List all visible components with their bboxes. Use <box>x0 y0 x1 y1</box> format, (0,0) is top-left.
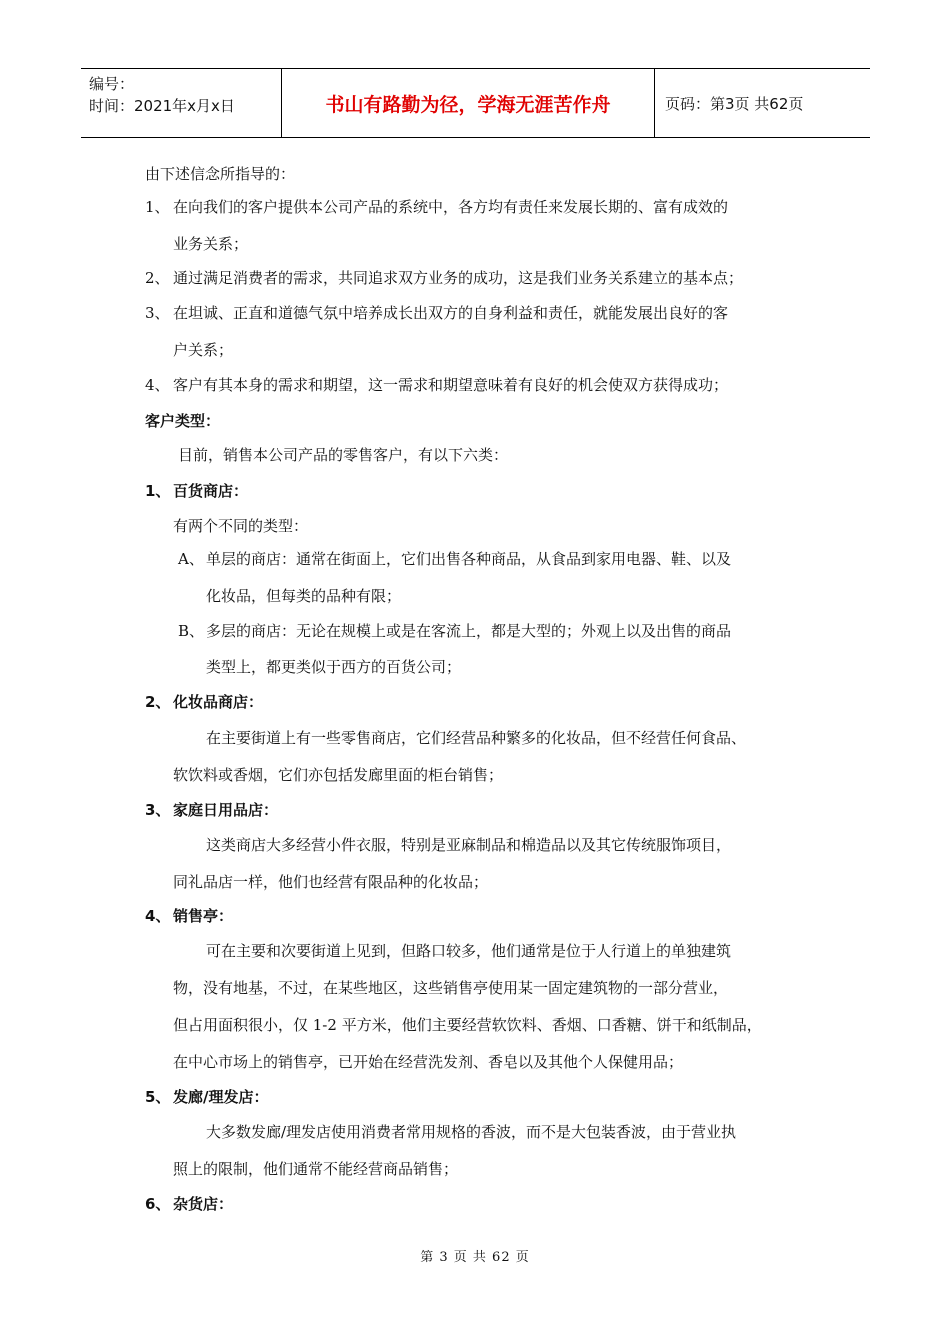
document-date: 时间：2021年x月x日 <box>89 97 235 115</box>
header-motto-cell <box>281 69 655 137</box>
belief-number: 3、 <box>145 304 170 322</box>
page-header <box>81 68 870 138</box>
section-title: 销售亭： <box>173 907 234 925</box>
paragraph-line: 在中心市场上的销售亭，已开始在经营洗发剂、香皂以及其他个人保健用品； <box>173 1053 684 1071</box>
dept-store-type-a <box>178 549 731 569</box>
section-title: 化妆品商店： <box>173 693 264 711</box>
section-title: 百货商店： <box>173 482 249 500</box>
paragraph-line: 这类商店大多经营小件衣服，特别是亚麻制品和棉造品以及其它传统服饰项目， <box>206 836 732 854</box>
section-number: 6、 <box>145 1195 171 1213</box>
section-number: 2、 <box>145 693 171 711</box>
document-number: 编号： <box>89 75 135 93</box>
type-label: B、 <box>178 622 205 640</box>
belief-text-continued: 户关系； <box>173 341 234 359</box>
customer-types-intro: 目前，销售本公司产品的零售客户，有以下六类： <box>178 446 509 464</box>
page-footer: 第 3 页 共 62 页 <box>420 1250 530 1265</box>
paragraph-line: 在主要街道上有一些零售商店，它们经营品种繁多的化妆品，但不经营任何食品、 <box>206 729 747 747</box>
type-text-continued: 类型上，都更类似于西方的百货公司； <box>206 658 462 676</box>
header-page-number: 页码：第3页 共62页 <box>665 94 804 113</box>
belief-number: 4、 <box>145 376 170 394</box>
section-heading <box>145 906 233 926</box>
type-label: A、 <box>178 550 204 568</box>
paragraph-line: 软饮料或香烟，它们亦包括发廊里面的柜台销售； <box>173 766 504 784</box>
section-number: 4、 <box>145 907 171 925</box>
paragraph-line: 但占用面积很小，仅 1-2 平方米，他们主要经营软饮料、香烟、口香糖、饼干和纸制品， <box>173 1016 762 1034</box>
section-heading <box>145 1087 268 1107</box>
header-motto: 书山有路勤为径，学海无涯苦作舟 <box>325 93 611 116</box>
section-number: 3、 <box>145 801 171 819</box>
intro-text: 由下述信念所指导的： <box>145 165 296 183</box>
paragraph-line: 大多数发廊/理发店使用消费者常用规格的香波，而不是大包装香波，由于营业执 <box>206 1123 737 1141</box>
belief-number: 1、 <box>145 198 170 216</box>
section-title: 杂货店： <box>173 1195 234 1213</box>
section-heading <box>145 481 248 501</box>
section-title: 发廊/理发店： <box>173 1088 269 1106</box>
type-text-continued: 化妆品，但每类的品种有限； <box>206 587 402 605</box>
dept-store-type-b <box>178 621 731 641</box>
belief-text-continued: 业务关系； <box>173 235 249 253</box>
belief-item <box>145 268 743 288</box>
header-meta <box>81 69 281 137</box>
section-heading <box>145 800 278 820</box>
belief-item <box>145 197 728 217</box>
section-heading <box>145 1194 233 1214</box>
paragraph-line: 可在主要和次要街道上见到，但路口较多，他们通常是位于人行道上的单独建筑 <box>206 942 732 960</box>
paragraph-line: 照上的限制，他们通常不能经营商品销售； <box>173 1160 459 1178</box>
type-text: 多层的商店：无论在规模上或是在客流上，都是大型的；外观上以及出售的商品 <box>206 622 732 640</box>
belief-number: 2、 <box>145 269 170 287</box>
belief-text: 客户有其本身的需求和期望，这一需求和期望意味着有良好的机会使双方获得成功； <box>173 376 729 394</box>
section-number: 5、 <box>145 1088 171 1106</box>
dept-store-intro: 有两个不同的类型： <box>173 517 309 535</box>
section-title: 家庭日用品店： <box>173 801 279 819</box>
paragraph-line: 同礼品店一样，他们也经营有限品种的化妆品； <box>173 873 489 891</box>
paragraph-line: 物，没有地基，不过，在某些地区，这些销售亭使用某一固定建筑物的一部分营业， <box>173 979 729 997</box>
section-heading <box>145 692 263 712</box>
belief-text: 通过满足消费者的需求，共同追求双方业务的成功，这是我们业务关系建立的基本点； <box>173 269 744 287</box>
belief-item <box>145 303 728 323</box>
belief-text: 在坦诚、正直和道德气氛中培养成长出双方的自身利益和责任，就能发展出良好的客 <box>173 304 729 322</box>
belief-text: 在向我们的客户提供本公司产品的系统中，各方均有责任来发展长期的、富有成效的 <box>173 198 729 216</box>
type-text: 单层的商店：通常在街面上，它们出售各种商品，从食品到家用电器、鞋、以及 <box>206 550 732 568</box>
belief-item <box>145 375 728 395</box>
customer-types-heading: 客户类型： <box>145 412 221 430</box>
section-number: 1、 <box>145 482 171 500</box>
